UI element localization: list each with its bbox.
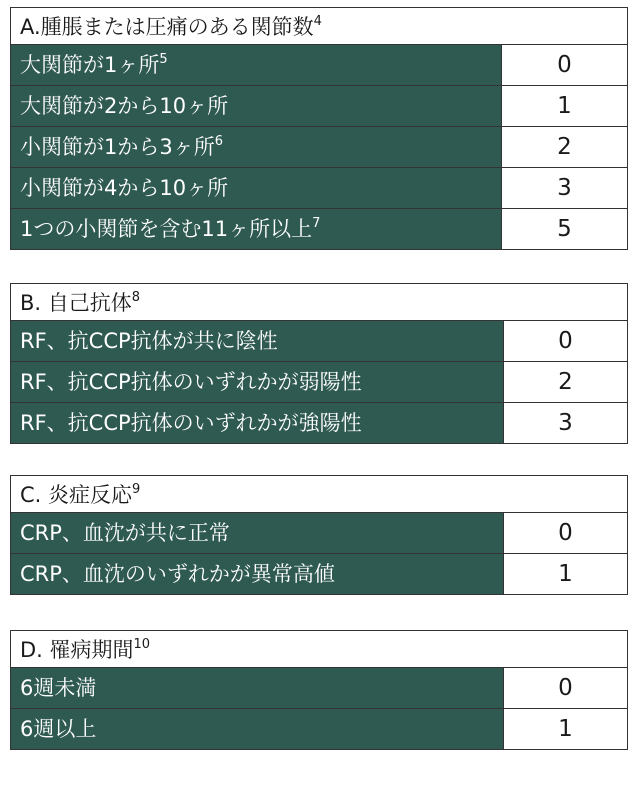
criterion-score: 0 (503, 321, 627, 361)
table-row (11, 553, 627, 594)
table-row (11, 708, 627, 749)
criterion-label: 大関節が1ヶ所$^5$ (11, 45, 501, 85)
criterion-label: 小関節が1から3ヶ所$^6$ (11, 127, 501, 167)
criterion-label: 大関節が2から10ヶ所 (11, 86, 501, 126)
section-b-title: B. 自己抗体$^8$ (11, 284, 627, 321)
section-c-footnote: 9 (132, 482, 141, 497)
table-row (11, 167, 627, 208)
section-d-footnote: 10 (133, 637, 151, 652)
section-d-title: D. 罹病期間$^{10}$ (11, 631, 627, 668)
criterion-score: 1 (503, 554, 627, 594)
table-row (11, 45, 627, 85)
criterion-score: 3 (501, 168, 627, 208)
criterion-score: 5 (501, 209, 627, 249)
criterion-score: 0 (501, 45, 627, 85)
criterion-score: 1 (501, 86, 627, 126)
section-d-duration (10, 630, 628, 750)
table-row (11, 85, 627, 126)
section-a-joints (10, 7, 628, 250)
criterion-label: RF、抗CCP抗体のいずれかが弱陽性 (11, 362, 503, 402)
table-row (11, 361, 627, 402)
table-row (11, 321, 627, 361)
table-row (11, 513, 627, 553)
table-row (11, 208, 627, 249)
criterion-label: 小関節が4から10ヶ所 (11, 168, 501, 208)
criterion-score: 2 (503, 362, 627, 402)
criterion-label: CRP、血沈が共に正常 (11, 513, 503, 553)
table-row (11, 668, 627, 708)
criterion-label: 1つの小関節を含む11ヶ所以上$^7$ (11, 209, 501, 249)
table-row (11, 126, 627, 167)
criterion-label: RF、抗CCP抗体のいずれかが強陽性 (11, 403, 503, 443)
section-a-footnote: 4 (313, 14, 322, 29)
criterion-label: RF、抗CCP抗体が共に陰性 (11, 321, 503, 361)
section-c-title: C. 炎症反応$^9$ (11, 476, 627, 513)
criterion-score: 3 (503, 403, 627, 443)
criterion-label: CRP、血沈のいずれかが異常高値 (11, 554, 503, 594)
criterion-label: 6週以上 (11, 709, 503, 749)
criterion-score: 1 (503, 709, 627, 749)
criterion-label: 6週未満 (11, 668, 503, 708)
section-b-autoantibodies (10, 283, 628, 444)
section-c-inflammation (10, 475, 628, 595)
table-row (11, 402, 627, 443)
criterion-score: 2 (501, 127, 627, 167)
section-b-footnote: 8 (131, 290, 141, 305)
criterion-score: 0 (503, 513, 627, 553)
section-a-title: A.腫脹または圧痛のある関節数$^4$ (11, 8, 627, 45)
criterion-score: 0 (503, 668, 627, 708)
